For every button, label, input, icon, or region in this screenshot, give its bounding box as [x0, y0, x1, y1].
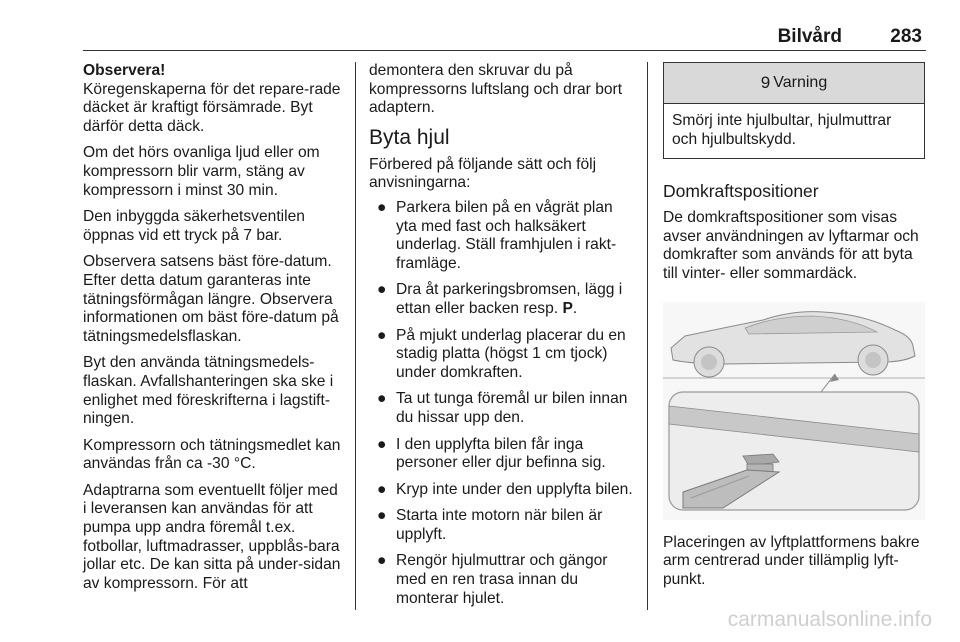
list-item: ● I den upplyfta bilen får inga personer eller djur befinna sig.	[377, 435, 606, 472]
column-2	[369, 62, 635, 616]
paragraph: De domkraftspositioner som visas avser användningen av lyftarmar och domkrafter som används för att byta till vinter- eller sommardäck.	[663, 209, 919, 282]
section-title: Bilvård	[777, 26, 842, 47]
bullet-icon: ●	[377, 552, 387, 570]
list-item: ● Starta inte motorn när bilen är upplyft.	[377, 507, 603, 543]
paragraph: Den inbyggda säkerhetsventilen öppnas vid ett tryck på 7 bar.	[83, 208, 305, 244]
list-item: ● Kryp inte under den upplyfta bilen.	[377, 480, 633, 498]
bullet-icon: ●	[377, 326, 387, 344]
page-header	[83, 26, 926, 51]
list-item: ● Rengör hjulmuttrar och gängor med en ren trasa innan du monterar hjulet.	[377, 552, 608, 607]
intro-text: Förbered på följande sätt och följ anvisningarna:	[369, 155, 597, 192]
paragraph-continuation: demontera den skruvar du på kompressorns luftslang och drar bort adaptern.	[369, 62, 623, 117]
column-3	[663, 62, 927, 597]
column-divider-right	[647, 62, 648, 610]
column-1	[83, 62, 345, 601]
bullet-icon: ●	[377, 480, 387, 498]
bullet-icon: ●	[377, 198, 387, 216]
car-lift-point-illustration	[663, 302, 925, 520]
figure-caption: Placeringen av lyftplattformens bakre arm centrerad under tillämplig lyft-punkt.	[663, 533, 920, 588]
paragraph: Kompressorn och tätningsmedlet kan användas från ca -30 °C.	[83, 436, 341, 473]
list-item: ● På mjukt underlag placerar du en stadig platta (högst 1 cm tjock) under domkraften.	[377, 326, 626, 381]
watermark: carmanualsonline.info	[727, 608, 932, 631]
warning-text: Smörj inte hjulbultar, hjulmuttrar och hjulbultskydd.	[672, 112, 892, 148]
car-illustration-svg	[663, 302, 925, 520]
section-heading: Byta hjul	[369, 125, 450, 149]
paragraph: Observera satsens bäst före-datum. Efter detta datum garanteras inte tätningsförmågan längre. Observera informationen om bäst före-datum på tätningsmedelsflaskan.	[83, 253, 339, 345]
list-item: ● Parkera bilen på en vågrät plan yta med fast och halksäkert underlag. Ställ framhjulen i rakt-framläge.	[377, 198, 617, 272]
subsection-heading: Domkraftspositioner	[663, 181, 819, 202]
gear-letter: P	[562, 299, 573, 317]
warning-icon: 9	[760, 72, 771, 92]
page-number: 283	[890, 26, 922, 47]
note-title: Observera!	[83, 62, 166, 79]
paragraph: Byt den använda tätningsmedels-flaskan. Avfallshanteringen ska ske i enlighet med föreskrifterna i lagstift-ningen.	[83, 354, 334, 428]
warning-box	[663, 62, 925, 159]
warning-title: Varning	[773, 73, 828, 91]
bullet-icon: ●	[377, 281, 387, 299]
paragraph: Om det hörs ovanliga ljud eller om kompressorn blir varm, stäng av kompressorn i minst 30 min.	[83, 144, 320, 199]
list-item: ● Dra åt parkeringsbromsen, lägg i ettan eller backen resp. P.	[377, 281, 623, 317]
bullet-icon: ●	[377, 390, 387, 408]
warning-header	[664, 63, 924, 104]
column-divider-left	[355, 62, 356, 610]
bullet-icon: ●	[377, 435, 387, 453]
bullet-icon: ●	[377, 507, 387, 525]
paragraph: Köregenskaperna för det repare-rade däcket är kraftigt försämrade. Byt därför detta däck.	[83, 80, 341, 135]
list-item: ● Ta ut tunga föremål ur bilen innan du hissar upp den.	[377, 390, 628, 426]
paragraph: Adaptrarna som eventuellt följer med i leveransen kan användas för att pumpa upp andra föremål t.ex. fotbollar, luftmadrasser, uppblås-bara jollar etc. De kan sitta på under-sidan av kompressorn. För att	[83, 481, 341, 592]
instruction-list	[369, 199, 635, 608]
